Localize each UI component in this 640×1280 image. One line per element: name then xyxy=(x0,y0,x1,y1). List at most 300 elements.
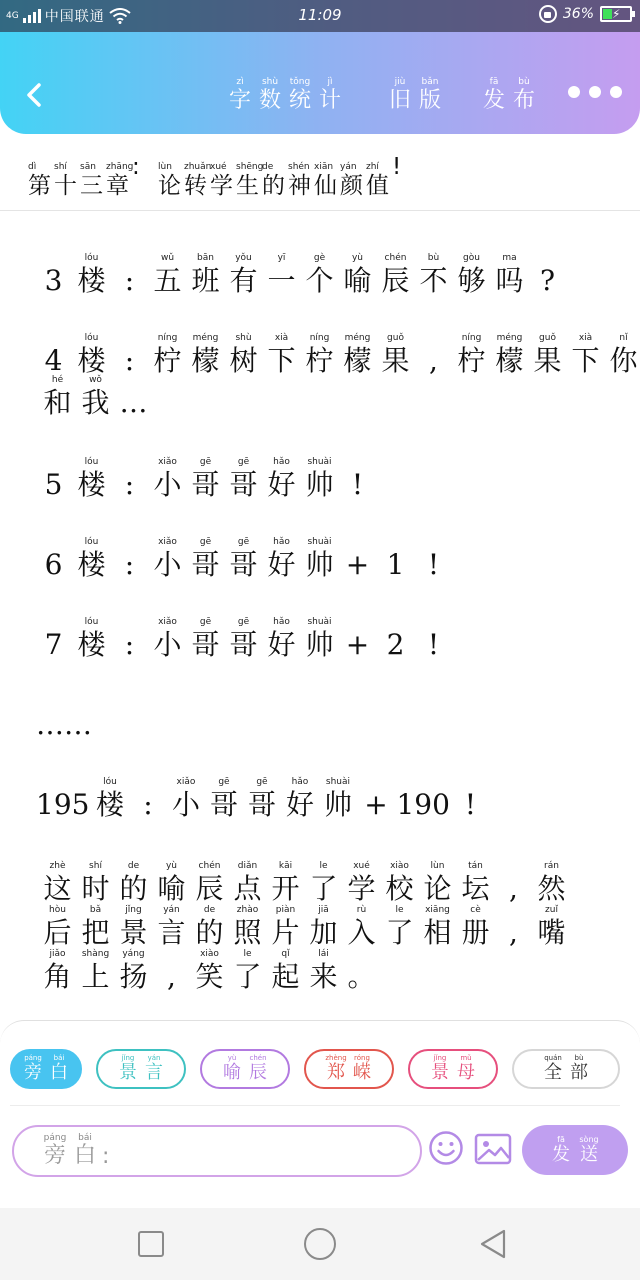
ruby-char xyxy=(396,777,449,822)
pinyin-text: bù xyxy=(427,253,440,263)
ruby-char xyxy=(606,333,640,378)
pinyin-text: lóu xyxy=(84,333,99,343)
hanzi-text: 下 xyxy=(571,344,600,377)
pinyin-text: gē xyxy=(199,537,212,547)
editor-header xyxy=(0,62,640,126)
ruby-char xyxy=(258,78,282,114)
hanzi-text: 吗 xyxy=(495,264,524,297)
ruby-char xyxy=(78,905,113,950)
ruby-char xyxy=(80,154,104,199)
content-line xyxy=(36,697,92,742)
pinyin-text: shuài xyxy=(307,617,332,627)
hanzi-text: 柠 xyxy=(153,344,182,377)
hanzi-text: 学 xyxy=(347,872,376,905)
ruby-char xyxy=(78,949,113,994)
ruby-char xyxy=(264,333,299,378)
ruby-char xyxy=(74,333,109,378)
hanzi-text: 白 xyxy=(50,1062,68,1083)
input-placeholder xyxy=(42,1133,98,1169)
pinyin-text: hé xyxy=(51,375,64,385)
pinyin-text: yán xyxy=(340,162,357,172)
circle-icon[interactable] xyxy=(304,1228,336,1260)
hanzi-text: 郑 xyxy=(327,1062,345,1083)
hanzi-text: 5 xyxy=(44,468,63,501)
content-line xyxy=(36,537,451,582)
pinyin-text: gē xyxy=(199,457,212,467)
ruby-char xyxy=(116,375,151,420)
hanzi-text: 我 xyxy=(81,386,110,419)
hanzi-text: 起 xyxy=(271,960,300,993)
ruby-char xyxy=(534,905,569,950)
pinyin-text: ma xyxy=(502,253,517,263)
pinyin-text: gòu xyxy=(463,253,480,263)
ruby-char xyxy=(306,949,341,994)
hanzi-text: : xyxy=(124,264,135,297)
pinyin-text: yù xyxy=(227,1054,237,1062)
pinyin-text: sān xyxy=(80,162,96,172)
pinyin-text: shàng xyxy=(81,949,110,959)
hanzi-text: 帅 xyxy=(323,788,352,821)
hanzi-text: 楼 xyxy=(77,344,106,377)
ruby-char xyxy=(158,154,182,199)
hanzi-text: 3 xyxy=(44,264,63,297)
pinyin-text: fā xyxy=(489,77,499,87)
hanzi-text: 楼 xyxy=(77,468,106,501)
ruby-char xyxy=(268,949,303,994)
hanzi-text: 值 xyxy=(366,173,389,199)
hanzi-text: 这 xyxy=(43,872,72,905)
ruby-char xyxy=(36,457,71,502)
ruby-char xyxy=(458,905,493,950)
ruby-char xyxy=(36,617,71,662)
pinyin-text: yī xyxy=(277,253,286,263)
message-input[interactable] xyxy=(12,1125,422,1177)
ruby-char xyxy=(72,1133,98,1169)
ruby-char xyxy=(264,457,299,502)
hanzi-text: 母 xyxy=(457,1062,475,1083)
pinyin-text: níng xyxy=(157,333,178,343)
ruby-char xyxy=(112,253,147,298)
ruby-char xyxy=(188,457,223,502)
ruby-char xyxy=(116,861,151,906)
battery-percent: 36% xyxy=(562,6,594,22)
ruby-char xyxy=(568,333,603,378)
ruby-char xyxy=(188,253,223,298)
hanzi-text: 了 xyxy=(309,872,338,905)
hanzi-text: ! xyxy=(427,548,440,581)
hanzi-text: 景 xyxy=(431,1062,449,1083)
ruby-char xyxy=(378,333,413,378)
chevron-left-icon[interactable] xyxy=(20,78,50,112)
ruby-char xyxy=(210,154,234,199)
more-horizontal-icon[interactable] xyxy=(568,86,622,98)
ruby-char xyxy=(530,333,565,378)
pinyin-text: xià xyxy=(578,333,593,343)
pinyin-text: dì xyxy=(28,162,37,172)
ruby-char xyxy=(534,861,569,906)
pinyin-text: bái xyxy=(53,1054,65,1062)
pinyin-text: xiǎo xyxy=(158,617,177,627)
role-jingyan[interactable] xyxy=(96,1049,186,1089)
pinyin-text: gē xyxy=(237,617,250,627)
hanzi-text: 景 xyxy=(119,1062,137,1083)
ruby-char xyxy=(192,949,227,994)
hanzi-text: 统 xyxy=(288,88,311,113)
pinyin-text: lái xyxy=(318,949,329,959)
hanzi-text: 果 xyxy=(381,344,410,377)
hanzi-text: 字 xyxy=(228,88,251,113)
pinyin-text: gè xyxy=(313,253,326,263)
hanzi-text: 嵘 xyxy=(353,1062,371,1083)
ruby-char xyxy=(226,537,261,582)
hanzi-text: 版 xyxy=(418,88,441,113)
hanzi-text: 好 xyxy=(267,548,296,581)
ruby-char xyxy=(92,777,127,822)
hanzi-text: 树 xyxy=(229,344,258,377)
pinyin-text: zhè xyxy=(49,861,66,871)
ruby-char xyxy=(416,333,451,378)
hanzi-text: 第 xyxy=(28,173,51,199)
hanzi-text: 帅 xyxy=(305,628,334,661)
hanzi-text: 楼 xyxy=(77,548,106,581)
hanzi-text: …… xyxy=(36,708,92,741)
ruby-char xyxy=(366,154,390,199)
pinyin-text: shù xyxy=(261,77,279,87)
hanzi-text: … xyxy=(119,386,148,419)
hanzi-text: 7 xyxy=(44,628,63,661)
hanzi-text: 的 xyxy=(195,916,224,949)
chapter-title xyxy=(28,154,416,199)
role-jingmu[interactable] xyxy=(408,1049,498,1089)
hanzi-text: , xyxy=(429,344,438,377)
ruby-char xyxy=(42,1133,68,1169)
pinyin-text: le xyxy=(395,905,404,915)
ruby-char xyxy=(302,333,337,378)
pinyin-text: xiào xyxy=(200,949,219,959)
ruby-char xyxy=(264,253,299,298)
hanzi-text: 旧 xyxy=(388,88,411,113)
ruby-char xyxy=(496,905,531,950)
ruby-char xyxy=(150,457,185,502)
hanzi-text: 十 xyxy=(54,173,77,199)
pinyin-text: yán xyxy=(147,1054,161,1062)
hanzi-text: + xyxy=(345,548,370,581)
hanzi-text: + xyxy=(364,788,388,821)
hanzi-text: 2 xyxy=(386,628,405,661)
hanzi-text: 送 xyxy=(580,1143,598,1165)
content-line xyxy=(40,375,151,420)
pinyin-text: bù xyxy=(574,1054,584,1062)
hanzi-text: 楼 xyxy=(77,264,106,297)
hanzi-text: 班 xyxy=(191,264,220,297)
ruby-char xyxy=(221,1054,243,1084)
pinyin-text: shén xyxy=(288,162,310,172)
ruby-char xyxy=(378,253,413,298)
smiley-icon[interactable] xyxy=(428,1130,464,1166)
ruby-char xyxy=(36,537,71,582)
pinyin-text: de xyxy=(127,861,140,871)
ruby-char xyxy=(382,861,417,906)
ruby-char xyxy=(112,457,147,502)
pinyin-text: páng xyxy=(43,1133,67,1143)
content-line xyxy=(36,253,565,298)
hanzi-text: 哥 xyxy=(191,628,220,661)
ruby-char xyxy=(344,905,379,950)
hanzi-text: 楼 xyxy=(77,628,106,661)
hanzi-text: 然 xyxy=(537,872,566,905)
pinyin-text: níng xyxy=(309,333,330,343)
hanzi-text: 喻 xyxy=(223,1062,241,1083)
ruby-char xyxy=(340,333,375,378)
ruby-char xyxy=(429,1054,451,1084)
pinyin-text: jiā xyxy=(318,905,329,915)
ruby-char xyxy=(226,457,261,502)
network-type: 4G xyxy=(6,10,19,21)
pinyin-text: chén xyxy=(249,1054,267,1062)
role-yuchen[interactable] xyxy=(200,1049,290,1089)
pinyin-text: lóu xyxy=(84,457,99,467)
role-all[interactable] xyxy=(512,1049,620,1089)
hanzi-text: 辰 xyxy=(381,264,410,297)
hanzi-text: 相 xyxy=(423,916,452,949)
pinyin-text: zhào xyxy=(236,905,259,915)
ruby-char xyxy=(28,154,52,199)
ruby-char xyxy=(455,1054,477,1084)
hanzi-text: : xyxy=(132,154,140,180)
pinyin-text: zhí xyxy=(366,162,379,172)
hanzi-text: 小 xyxy=(153,468,182,501)
pinyin-text: páng xyxy=(24,1054,42,1062)
ruby-char xyxy=(236,154,264,199)
pinyin-text: yù xyxy=(351,253,364,263)
ruby-char xyxy=(378,537,413,582)
ruby-char xyxy=(288,154,312,199)
pinyin-text: rù xyxy=(356,905,367,915)
pinyin-text: xué xyxy=(210,162,227,172)
hanzi-text: 辰 xyxy=(249,1062,267,1083)
hanzi-text: ! xyxy=(392,154,402,180)
ruby-char xyxy=(492,253,527,298)
role-zhengrong[interactable] xyxy=(304,1049,394,1089)
pinyin-text: lóu xyxy=(84,617,99,627)
ruby-char xyxy=(268,861,303,906)
ruby-char xyxy=(230,949,265,994)
ruby-char xyxy=(226,617,261,662)
pinyin-text: gē xyxy=(237,457,250,467)
ruby-char xyxy=(228,78,252,114)
hanzi-text: 柠 xyxy=(457,344,486,377)
hanzi-text: 帅 xyxy=(305,468,334,501)
ruby-char xyxy=(22,1054,44,1084)
clock: 11:09 xyxy=(298,6,342,24)
pinyin-text: níng xyxy=(461,333,482,343)
pinyin-text: de xyxy=(203,905,216,915)
triangle-back-icon[interactable] xyxy=(478,1228,508,1260)
ruby-char xyxy=(392,154,416,199)
ruby-char xyxy=(454,333,489,378)
hanzi-text: 195 xyxy=(36,788,90,821)
content-line xyxy=(40,861,569,906)
top-bar xyxy=(0,0,640,134)
pinyin-text: jǐng xyxy=(433,1054,447,1062)
pinyin-text: chén xyxy=(198,861,221,871)
ruby-char xyxy=(247,1054,269,1084)
pinyin-text: yáng xyxy=(122,949,145,959)
ruby-char xyxy=(184,154,212,199)
ruby-char xyxy=(40,861,75,906)
hanzi-text: 三 xyxy=(80,173,103,199)
ruby-char xyxy=(154,905,189,950)
ruby-char xyxy=(418,78,442,114)
content-line xyxy=(36,333,640,378)
pinyin-text: jǐng xyxy=(121,1054,135,1062)
hanzi-text: 册 xyxy=(461,916,490,949)
battery-icon: ⚡ xyxy=(600,6,632,22)
ruby-char xyxy=(416,537,451,582)
pinyin-text: xiǎo xyxy=(158,457,177,467)
role-narrator[interactable] xyxy=(10,1049,82,1089)
pinyin-text: gē xyxy=(237,537,250,547)
ruby-char xyxy=(302,253,337,298)
hanzi-text: 你 xyxy=(609,344,638,377)
pinyin-text: chén xyxy=(384,253,407,263)
hanzi-text: ! xyxy=(427,628,440,661)
ruby-char xyxy=(288,78,312,114)
hanzi-text: 不 xyxy=(419,264,448,297)
pinyin-text: shí xyxy=(89,861,102,871)
image-icon[interactable] xyxy=(474,1132,512,1166)
hanzi-text: 6 xyxy=(44,548,63,581)
pinyin-text: qǐ xyxy=(281,949,290,959)
pinyin-text: hǎo xyxy=(273,617,290,627)
hanzi-text: : xyxy=(124,344,135,377)
pinyin-text: fā xyxy=(557,1134,565,1144)
hanzi-text: 好 xyxy=(267,468,296,501)
pinyin-text: shuài xyxy=(307,537,332,547)
hanzi-text: 果 xyxy=(533,344,562,377)
hanzi-text: 辰 xyxy=(195,872,224,905)
hanzi-text: 小 xyxy=(153,628,182,661)
send-button[interactable] xyxy=(522,1125,628,1175)
ruby-char xyxy=(74,537,109,582)
ruby-char xyxy=(78,861,113,906)
status-bar xyxy=(0,0,640,32)
hanzi-text: 仙 xyxy=(314,173,337,199)
ruby-char xyxy=(150,537,185,582)
ruby-char xyxy=(78,375,113,420)
hanzi-text: + xyxy=(345,628,370,661)
ruby-char xyxy=(106,154,134,199)
hanzi-text: 哥 xyxy=(209,788,238,821)
ruby-char xyxy=(416,253,451,298)
pinyin-text: méng xyxy=(496,333,523,343)
ruby-char xyxy=(188,537,223,582)
hanzi-text: 好 xyxy=(285,788,314,821)
ruby-char xyxy=(306,905,341,950)
hanzi-text: 小 xyxy=(153,548,182,581)
hanzi-text: 时 xyxy=(81,872,110,905)
ruby-char xyxy=(530,253,565,298)
ruby-char xyxy=(388,78,412,114)
ruby-char xyxy=(351,1054,373,1084)
pinyin-text: wǒ xyxy=(89,375,102,385)
ruby-char xyxy=(420,861,455,906)
ruby-char xyxy=(154,861,189,906)
ruby-char xyxy=(420,905,455,950)
pinyin-text: shēng xyxy=(236,162,264,172)
pinyin-text: zhāng xyxy=(106,162,134,172)
hanzi-text: 角 xyxy=(43,960,72,993)
hanzi-text: 檬 xyxy=(495,344,524,377)
hanzi-text: 哥 xyxy=(229,548,258,581)
system-nav-bar xyxy=(0,1208,640,1280)
hanzi-text: 哥 xyxy=(229,468,258,501)
hanzi-text: 。 xyxy=(347,960,376,993)
ruby-char xyxy=(150,617,185,662)
ruby-char xyxy=(36,777,89,822)
hanzi-text: 好 xyxy=(267,628,296,661)
pinyin-text: sòng xyxy=(579,1134,599,1144)
hanzi-text: 旁 xyxy=(43,1143,66,1168)
ruby-char xyxy=(74,457,109,502)
ruby-char xyxy=(492,333,527,378)
pinyin-text: xiào xyxy=(390,861,409,871)
hanzi-text: 哥 xyxy=(191,468,220,501)
input-placeholder-colon: : xyxy=(102,1143,110,1169)
pinyin-text: róng xyxy=(354,1054,370,1062)
hanzi-text: 开 xyxy=(271,872,300,905)
hanzi-text: 论 xyxy=(423,872,452,905)
ruby-char xyxy=(358,777,393,822)
pinyin-text: hǎo xyxy=(291,777,309,787)
ruby-char xyxy=(458,861,493,906)
ruby-char xyxy=(226,253,261,298)
hanzi-text: 喻 xyxy=(157,872,186,905)
pinyin-text: shí xyxy=(54,162,67,172)
ruby-char xyxy=(302,457,337,502)
pinyin-text: de xyxy=(262,162,274,172)
ruby-char xyxy=(188,333,223,378)
ruby-char xyxy=(318,78,342,114)
ruby-char xyxy=(314,154,338,199)
hanzi-text: 景 xyxy=(119,916,148,949)
pinyin-text: yán xyxy=(163,905,180,915)
hanzi-text: 片 xyxy=(271,916,300,949)
ruby-char xyxy=(344,861,379,906)
hanzi-text: 的 xyxy=(262,173,285,199)
hanzi-text: 照 xyxy=(233,916,262,949)
hanzi-text: 生 xyxy=(236,173,259,199)
hanzi-text: 上 xyxy=(81,960,110,993)
pinyin-text: jì xyxy=(327,77,333,87)
story-content[interactable] xyxy=(0,211,640,1019)
ruby-char xyxy=(36,253,71,298)
hanzi-text: 点 xyxy=(233,872,262,905)
pinyin-text: hǎo xyxy=(273,537,290,547)
ruby-char xyxy=(568,1054,590,1084)
ruby-char xyxy=(116,905,151,950)
square-icon[interactable] xyxy=(138,1231,164,1257)
hanzi-text: , xyxy=(509,872,518,905)
rotation-lock-icon xyxy=(539,5,557,23)
old-version-button[interactable] xyxy=(388,78,442,114)
publish-button[interactable] xyxy=(482,78,536,114)
word-count-button[interactable] xyxy=(228,78,342,114)
ruby-char xyxy=(262,154,286,199)
pinyin-text: zuǐ xyxy=(545,905,558,915)
hanzi-text: 部 xyxy=(570,1062,588,1083)
hanzi-text: : xyxy=(124,468,135,501)
